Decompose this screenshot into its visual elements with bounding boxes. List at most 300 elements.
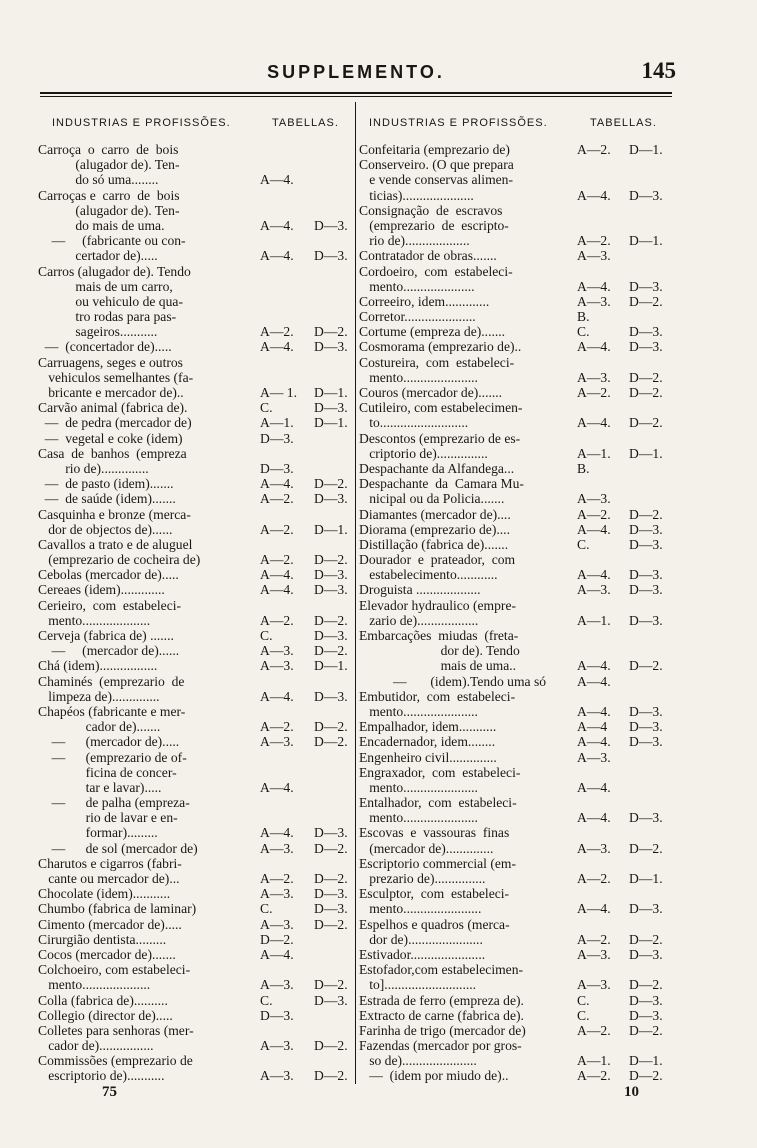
entry-table-a: C. <box>260 628 273 643</box>
entry-table-a: D—3. <box>260 1007 294 1023</box>
entry-table-d: D—3. <box>314 248 348 264</box>
entry-row <box>38 582 354 597</box>
entry-table-d: D—2. <box>314 1068 348 1084</box>
entry-description: to]........................... <box>359 977 477 993</box>
entry-description: to.......................... <box>359 415 469 431</box>
entry-row <box>38 400 354 415</box>
entry-description: Estofador,com estabelecimen- <box>359 962 524 978</box>
entry-description: mento....................... <box>359 901 482 917</box>
header-rule-thin <box>40 96 672 97</box>
entry-row <box>38 172 354 187</box>
entry-description: Esculptor, com estabeleci- <box>359 886 510 902</box>
entry-row <box>38 674 354 689</box>
entry-table-a: A—4. <box>260 339 294 355</box>
entry-table-d: D—3. <box>629 901 663 917</box>
entry-table-a: A—3. <box>260 658 294 674</box>
entry-table-a: A—4. <box>577 779 611 795</box>
entry-description: — (idem por miudo de).. <box>359 1068 509 1084</box>
entry-row <box>359 674 677 689</box>
entry-table-d: D—3. <box>629 703 663 719</box>
entry-description: Elevador hydraulico (empre- <box>359 597 517 613</box>
entry-description: Empalhador, idem........... <box>359 719 497 735</box>
entry-description: — (idem).Tendo uma só <box>359 673 547 689</box>
entry-description: escriptorio de)........... <box>38 1068 165 1084</box>
entry-row <box>359 203 677 218</box>
entry-description: Dourador e prateador, com <box>359 552 516 568</box>
entry-description: limpeza de).............. <box>38 688 160 704</box>
entry-row <box>359 795 677 810</box>
entry-description: — de saúde (idem)....... <box>38 491 176 507</box>
entry-row <box>359 962 677 977</box>
entry-description: mento...................... <box>359 703 478 719</box>
entry-row <box>38 294 354 309</box>
entry-description: Encadernador, idem........ <box>359 734 496 750</box>
entry-row <box>38 1038 354 1053</box>
entry-description: mento...................... <box>359 810 478 826</box>
entry-table-d: D—1. <box>314 415 348 431</box>
header-rule-thick <box>40 92 672 94</box>
entry-row <box>38 552 354 567</box>
entry-description: Escriptorio commercial (em- <box>359 855 517 871</box>
entry-description: Distillação (fabrica de)....... <box>359 536 509 552</box>
entry-description: Extracto de carne (fabrica de). <box>359 1007 524 1023</box>
right-entries-column <box>359 142 677 1084</box>
entry-table-d: D—1. <box>314 658 348 674</box>
entry-row <box>359 734 677 749</box>
entry-table-a: A—4. <box>260 248 294 264</box>
entry-description: dor de). Tendo <box>359 643 520 659</box>
entry-table-a: C. <box>577 1007 590 1023</box>
entry-table-d: D—2. <box>629 1022 663 1038</box>
entry-row <box>359 780 677 795</box>
entry-description: mento.................... <box>38 612 151 628</box>
entry-description: (emprezario de escripto- <box>359 217 509 233</box>
entry-table-a: A—4. <box>577 339 611 355</box>
entry-table-d: D—1. <box>629 233 663 249</box>
entry-description: Cimento (mercador de)..... <box>38 916 182 932</box>
entry-row <box>38 385 354 400</box>
entry-description: nicipal ou da Policia....... <box>359 491 505 507</box>
entry-description: cador de)................ <box>38 1038 154 1054</box>
entry-table-d: D—2. <box>314 643 348 659</box>
entry-table-a: A—3. <box>577 582 611 598</box>
entry-description: Confeitaria (emprezario de) <box>359 142 510 157</box>
entry-row <box>38 841 354 856</box>
entry-table-d: D—3. <box>314 628 348 643</box>
entry-table-d: D—2. <box>629 840 663 856</box>
entry-description: Chá (idem)................. <box>38 658 158 674</box>
right-col-industries-heading: INDUSTRIAS E PROFISSÕES. <box>369 117 548 129</box>
entry-row <box>359 339 677 354</box>
entry-description: — vegetal e coke (idem) <box>38 430 183 446</box>
entry-row <box>38 431 354 446</box>
entry-row <box>38 218 354 233</box>
entry-description: rio de).............. <box>38 460 149 476</box>
entry-description: rio de)................... <box>359 233 470 249</box>
entry-table-a: A—1. <box>577 445 611 461</box>
entry-description: Diamantes (mercador de).... <box>359 506 511 522</box>
entry-description: — de pasto (idem)....... <box>38 476 174 492</box>
entry-row <box>38 734 354 749</box>
entry-table-d: D—1. <box>314 385 348 400</box>
entry-row <box>359 1038 677 1053</box>
entry-table-a: A—4. <box>260 688 294 704</box>
entry-description: Colla (fabrica de).......... <box>38 992 168 1008</box>
entry-description: Colchoeiro, com estabeleci- <box>38 962 191 978</box>
entry-table-a: A—1. <box>577 612 611 628</box>
entry-row <box>38 613 354 628</box>
entry-row <box>38 917 354 932</box>
entry-table-a: A—4 <box>577 719 608 735</box>
entry-row <box>359 324 677 339</box>
entry-row <box>38 537 354 552</box>
entry-row <box>38 415 354 430</box>
entry-table-d: D—2. <box>629 369 663 385</box>
entry-table-d: D—1. <box>629 142 663 157</box>
entry-description: — (mercador de)..... <box>38 734 180 750</box>
entry-table-a: A—4. <box>260 217 294 233</box>
entry-row <box>38 901 354 916</box>
entry-table-a: A—2. <box>577 871 611 886</box>
entry-description: formar)......... <box>38 825 158 841</box>
entry-row <box>359 552 677 567</box>
entry-description: Commissões (emprezario de <box>38 1053 193 1069</box>
entry-table-d: D—3. <box>629 536 663 552</box>
entry-row <box>359 522 677 537</box>
entry-row <box>359 400 677 415</box>
entry-table-a: A—3. <box>260 886 294 902</box>
entry-description: Consignação de escravos <box>359 202 503 218</box>
entry-row <box>359 643 677 658</box>
entry-table-a: A—2. <box>260 552 294 568</box>
entry-description: certador de)..... <box>38 248 158 264</box>
entry-description: Costureira, com estabeleci- <box>359 354 515 370</box>
entry-description: Cerieiro, com estabeleci- <box>38 597 182 613</box>
entry-row <box>359 993 677 1008</box>
entry-table-a: A—3. <box>260 840 294 856</box>
entry-row <box>359 142 677 157</box>
entry-table-d: D—2. <box>629 977 663 993</box>
entry-table-a: A—1. <box>577 1053 611 1069</box>
entry-description: sageiros........... <box>38 324 158 340</box>
entry-row <box>359 1023 677 1038</box>
entry-table-d: D—3. <box>314 582 348 598</box>
entry-row <box>38 522 354 537</box>
entry-row <box>38 309 354 324</box>
entry-table-d: D—3. <box>314 886 348 902</box>
entry-row <box>38 825 354 840</box>
entry-description: Chocolate (idem)........... <box>38 886 171 902</box>
entry-table-d: D—3. <box>314 491 348 507</box>
entry-description: zario de).................. <box>359 612 479 628</box>
entry-description: Embarcações miudas (freta- <box>359 628 519 643</box>
entry-description: (alugador de). Ten- <box>38 157 180 173</box>
entry-row <box>38 370 354 385</box>
entry-row <box>38 719 354 734</box>
entry-description: Espelhos e quadros (merca- <box>359 916 510 932</box>
signature-mark-right: 10 <box>624 1084 639 1100</box>
entry-row <box>359 309 677 324</box>
entry-row <box>38 279 354 294</box>
entry-table-d: D—2. <box>314 552 348 568</box>
running-header <box>36 58 676 88</box>
right-col-tables-heading: TABELLAS. <box>590 117 657 129</box>
entry-row <box>359 810 677 825</box>
entry-table-a: A—3. <box>577 293 611 309</box>
entry-description: Engenheiro civil.............. <box>359 749 497 765</box>
entry-table-a: A—2. <box>577 931 611 947</box>
entry-table-d: D—3. <box>629 324 663 340</box>
entry-description: Engraxador, com estabeleci- <box>359 764 521 780</box>
entry-description: so de)...................... <box>359 1053 477 1069</box>
entry-row <box>359 841 677 856</box>
entry-row <box>38 1053 354 1068</box>
entry-table-d: D—3. <box>314 217 348 233</box>
entry-row <box>38 704 354 719</box>
entry-row <box>359 689 677 704</box>
entry-table-a: A—4. <box>577 187 611 203</box>
left-col-tables-heading: TABELLAS. <box>272 117 339 129</box>
entry-row <box>359 415 677 430</box>
entry-row <box>359 279 677 294</box>
entry-table-a: A—4. <box>577 673 611 689</box>
column-divider <box>355 102 356 1084</box>
entry-table-a: A—3. <box>577 491 611 507</box>
entry-description: Chumbo (fabrica de laminar) <box>38 901 197 917</box>
entry-description: Entalhador, com estabeleci- <box>359 795 517 811</box>
entry-table-a: C. <box>260 400 273 416</box>
entry-description: cante ou mercador de)... <box>38 871 180 886</box>
entry-table-a: A—2. <box>260 871 294 886</box>
entry-table-a: A—2. <box>260 491 294 507</box>
entry-table-a: A—2. <box>260 719 294 735</box>
entry-table-d: D—2. <box>314 734 348 750</box>
entry-table-d: D—3. <box>629 719 663 735</box>
entry-row <box>359 704 677 719</box>
entry-description: tro rodas para pas- <box>38 309 177 325</box>
entry-row <box>359 233 677 248</box>
entry-description: (mercador de).............. <box>359 840 494 856</box>
entry-table-a: C. <box>260 992 273 1008</box>
entry-description: — de sol (mercador de) <box>38 840 198 856</box>
entry-table-d: D—2. <box>314 871 348 886</box>
entry-row <box>38 780 354 795</box>
entry-row <box>359 1068 677 1083</box>
entry-table-d: D—3. <box>629 946 663 962</box>
entry-row <box>359 765 677 780</box>
entry-row <box>38 248 354 263</box>
entry-row <box>38 324 354 339</box>
entry-table-a: A—3. <box>577 248 611 264</box>
entry-row <box>359 264 677 279</box>
entry-table-a: A—4. <box>577 658 611 674</box>
entry-description: mento...................... <box>359 779 478 795</box>
entry-row <box>38 157 354 172</box>
entry-description: Farinha de trigo (mercador de) <box>359 1022 526 1038</box>
entry-row <box>359 537 677 552</box>
entry-table-d: D—3. <box>629 992 663 1008</box>
entry-table-d: D—3. <box>629 734 663 750</box>
entry-table-a: D—2. <box>260 931 294 947</box>
entry-table-d: D—2. <box>629 415 663 431</box>
entry-table-d: D—2. <box>629 931 663 947</box>
entry-description: e vende conservas alimen- <box>359 172 513 188</box>
entry-table-a: A— 1. <box>260 385 298 400</box>
entry-table-d: D—3. <box>314 992 348 1008</box>
entry-table-d: D—2. <box>314 977 348 993</box>
entry-table-d: D—3. <box>314 688 348 704</box>
entry-row <box>359 1053 677 1068</box>
entry-table-d: D—1. <box>629 445 663 461</box>
entry-row <box>38 962 354 977</box>
entry-row <box>359 917 677 932</box>
entry-table-a: A—2. <box>260 324 294 340</box>
entry-description: Cirurgião dentista......... <box>38 931 167 947</box>
entry-table-a: A—3. <box>260 734 294 750</box>
entry-description: Colletes para senhoras (mer- <box>38 1022 194 1038</box>
entry-row <box>359 567 677 582</box>
entry-table-d: D—3. <box>314 339 348 355</box>
entry-row <box>359 932 677 947</box>
entry-table-a: A—4. <box>577 810 611 826</box>
left-entries-column <box>38 142 354 1084</box>
entry-table-a: A—4. <box>577 278 611 294</box>
entry-row <box>359 507 677 522</box>
entry-row <box>359 431 677 446</box>
entry-row <box>38 142 354 157</box>
page-title: SUPPLEMENTO. <box>267 62 445 82</box>
entry-table-a: A—4. <box>577 415 611 431</box>
entry-description: Casa de banhos (empreza <box>38 445 187 461</box>
entry-description: Carruagens, seges e outros <box>38 354 183 370</box>
page-number: 145 <box>641 58 676 83</box>
entry-description: criptorio de)............... <box>359 445 488 461</box>
entry-row <box>38 446 354 461</box>
entry-description: Carroças e carro de bois <box>38 187 180 203</box>
entry-table-d: D—3. <box>629 187 663 203</box>
entry-description: Estrada de ferro (empreza de). <box>359 992 524 1008</box>
entry-row <box>359 947 677 962</box>
entry-table-d: D—2. <box>629 1068 663 1084</box>
entry-description: Conserveiro. (O que prepara <box>359 157 514 173</box>
entry-row <box>359 461 677 476</box>
entry-table-d: D—3. <box>629 582 663 598</box>
entry-row <box>359 750 677 765</box>
entry-row <box>38 1023 354 1038</box>
entry-row <box>359 658 677 673</box>
entry-description: ou vehiculo de qua- <box>38 293 183 309</box>
entry-description: prezario de)............... <box>359 871 486 886</box>
entry-row <box>38 507 354 522</box>
entry-table-a: A—3. <box>577 977 611 993</box>
entry-table-d: D—3. <box>314 825 348 841</box>
entry-table-d: D—1. <box>629 871 663 886</box>
entry-table-a: A—2. <box>577 1068 611 1084</box>
entry-table-d: D—3. <box>314 567 348 583</box>
entry-table-a: A—4. <box>577 901 611 917</box>
entry-description: mais de uma.. <box>359 658 517 674</box>
entry-description: mento.................... <box>38 977 151 993</box>
entry-description: mento...................... <box>359 369 478 385</box>
entry-description: ficina de concer- <box>38 764 177 780</box>
entry-description: (alugador de). Ten- <box>38 202 180 218</box>
entry-row <box>359 476 677 491</box>
entry-table-a: A—3. <box>577 369 611 385</box>
entry-table-a: A—4. <box>260 582 294 598</box>
entry-row <box>38 491 354 506</box>
entry-table-d: D—3. <box>314 901 348 917</box>
entry-table-a: B. <box>577 309 590 325</box>
entry-table-d: D—3. <box>629 1007 663 1023</box>
entry-description: Cortume (empreza de)....... <box>359 324 506 340</box>
entry-row <box>359 157 677 172</box>
entry-description: Cordoeiro, com estabeleci- <box>359 263 513 279</box>
entry-row <box>38 810 354 825</box>
entry-description: dor de)...................... <box>359 931 483 947</box>
entry-table-a: A—3. <box>260 916 294 932</box>
entry-description: Casquinha e bronze (merca- <box>38 506 191 522</box>
entry-description: Couros (mercador de)....... <box>359 385 503 400</box>
entry-description: dor de objectos de)...... <box>38 521 173 537</box>
entry-row <box>359 613 677 628</box>
entry-table-d: D—3. <box>629 278 663 294</box>
entry-table-d: D—3. <box>629 810 663 826</box>
entry-description: Estivador...................... <box>359 946 486 962</box>
entry-table-d: D—2. <box>629 506 663 522</box>
entry-table-a: A—2. <box>260 521 294 537</box>
entry-table-d: D—2. <box>629 293 663 309</box>
entry-row <box>38 567 354 582</box>
entry-description: Descontos (emprezario de es- <box>359 430 521 446</box>
entry-row <box>359 856 677 871</box>
entry-description: — de pedra (mercador de) <box>38 415 192 431</box>
entry-table-a: B. <box>577 460 590 476</box>
entry-table-a: A—4. <box>577 521 611 537</box>
entry-description: Charutos e cigarros (fabri- <box>38 855 182 871</box>
entry-table-d: D—2. <box>314 916 348 932</box>
entry-row <box>359 294 677 309</box>
entry-row <box>359 218 677 233</box>
entry-description: Chaminés (emprezario de <box>38 673 185 689</box>
entry-row <box>359 385 677 400</box>
entry-table-a: A—4. <box>260 779 294 795</box>
entry-description: Collegio (director de)..... <box>38 1007 173 1023</box>
entry-description: Despachante da Alfandega... <box>359 460 515 476</box>
entry-row <box>38 628 354 643</box>
entry-table-a: C. <box>577 536 590 552</box>
entry-table-a: A—2. <box>577 506 611 522</box>
entry-table-d: D—3. <box>629 612 663 628</box>
entry-row <box>359 901 677 916</box>
entry-table-d: D—2. <box>314 719 348 735</box>
left-col-industries-heading: INDUSTRIAS E PROFISSÕES. <box>52 117 231 129</box>
entry-row <box>359 598 677 613</box>
entry-table-d: D—3. <box>314 400 348 416</box>
entry-row <box>38 188 354 203</box>
entry-table-d: D—3. <box>629 339 663 355</box>
entry-table-a: C. <box>260 901 273 917</box>
entry-description: Cereaes (idem)............. <box>38 582 165 598</box>
entry-description: Cocos (mercador de)....... <box>38 946 176 962</box>
entry-description: Cosmorama (emprezario de).. <box>359 339 522 355</box>
entry-row <box>359 628 677 643</box>
entry-description: Cutileiro, com estabelecimen- <box>359 400 523 416</box>
entry-description: Chapéos (fabricante e mer- <box>38 703 186 719</box>
entry-row <box>359 871 677 886</box>
entry-description: do só uma........ <box>38 172 159 188</box>
entry-description: Despachante da Camara Mu- <box>359 476 524 492</box>
entry-row <box>359 886 677 901</box>
